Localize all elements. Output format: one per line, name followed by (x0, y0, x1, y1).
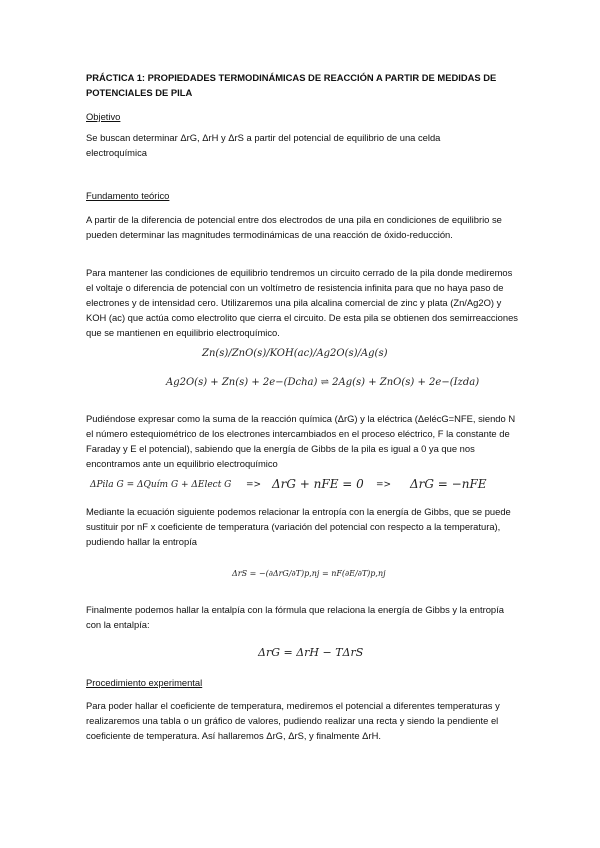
entropy-equation: ΔrS = −(∂ΔrG/∂T)p,nj = nF(∂E/∂T)p,nj (232, 569, 386, 578)
fundamento-paragraph-3: Pudiéndose expresar como la suma de la reacción química (ΔrG) y la eléctrica (ΔelécG=NFE, siendo N el número estequiométrico de los electrones intercambiados en el proceso eléctrico, F la constante de Faraday y E el potencial), sabiendo que la energía de Gibbs de la pila es igual a 0 ya que nos encontramos ante un equilibrio electroquímico (86, 413, 516, 469)
page-title: PRÁCTICA 1: PROPIEDADES TERMODINÁMICAS DE REACCIÓN A PARTIR DE MEDIDAS DE POTENCIALES DE PILA (86, 72, 497, 98)
fundamento-paragraph-5: Finalmente podemos hallar la entalpía con la fórmula que relaciona la energía de Gibbs y la entropía con la entalpía: (86, 604, 504, 630)
section-heading-procedimiento: Procedimiento experimental (86, 677, 203, 688)
gibbs-nfe-equation: ΔrG = −nFE (410, 477, 487, 491)
objetivo-text: Se buscan determinar ΔrG, ΔrH y ΔrS a partir del potencial de equilibrio de una celda electroquímica (86, 132, 441, 158)
fundamento-paragraph-4: Mediante la ecuación siguiente podemos relacionar la entropía con la energía de Gibbs, que se puede sustituir por nF x coeficiente de temperatura (variación del potencial con respecto a la temperatura), pudiendo hallar la entropía (86, 506, 511, 547)
procedimiento-paragraph-1: Para poder hallar el coeficiente de temperatura, mediremos el potencial a diferentes temperaturas y realizaremos una tabla o un gráfico de valores, pudiendo realizar una recta y siendo la pendiente el coeficiente de temperatura. Así hallaremos ΔrG, ΔrS, y finalmente ΔrH. (86, 700, 500, 741)
gibbs-sum-equation: ΔPila G = ΔQuím G + ΔElect G (90, 480, 232, 490)
implies-arrow-2: => (376, 480, 392, 490)
section-heading-fundamento: Fundamento teórico (86, 190, 170, 201)
cell-notation-equation: Zn(s)/ZnO(s)/KOH(ac)/Ag2O(s)/Ag(s) (202, 348, 388, 359)
fundamento-paragraph-1: A partir de la diferencia de potencial entre dos electrodos de una pila en condiciones de equilibrio se pueden determinar las magnitudes termodinámicas de una reacción de óxido-reducción. (86, 214, 502, 240)
enthalpy-equation: ΔrG = ΔrH − TΔrS (258, 646, 364, 659)
implies-arrow-1: => (246, 480, 262, 490)
half-reaction-equation: Ag2O(s) + Zn(s) + 2e−(Dcha) ⇌ 2Ag(s) + ZnO(s) + 2e−(Izda) (166, 377, 480, 388)
fundamento-paragraph-2: Para mantener las condiciones de equilibrio tendremos un circuito cerrado de la pila donde mediremos el voltaje o diferencia de potencial con un voltímetro de resistencia infinita para que no haya paso de electrones y de intensidad cero. Utilizaremos una pila alcalina comercial de zinc y plata (Zn/Ag2O) y KOH (ac) que actúa como electrolito que cierra el circuito. De esta pila se obtienen dos semirreacciones que se mantienen en equilibrio electroquímico. (86, 267, 518, 338)
section-heading-objetivo: Objetivo (86, 111, 121, 122)
gibbs-zero-equation: ΔrG + nFE = 0 (272, 477, 364, 491)
